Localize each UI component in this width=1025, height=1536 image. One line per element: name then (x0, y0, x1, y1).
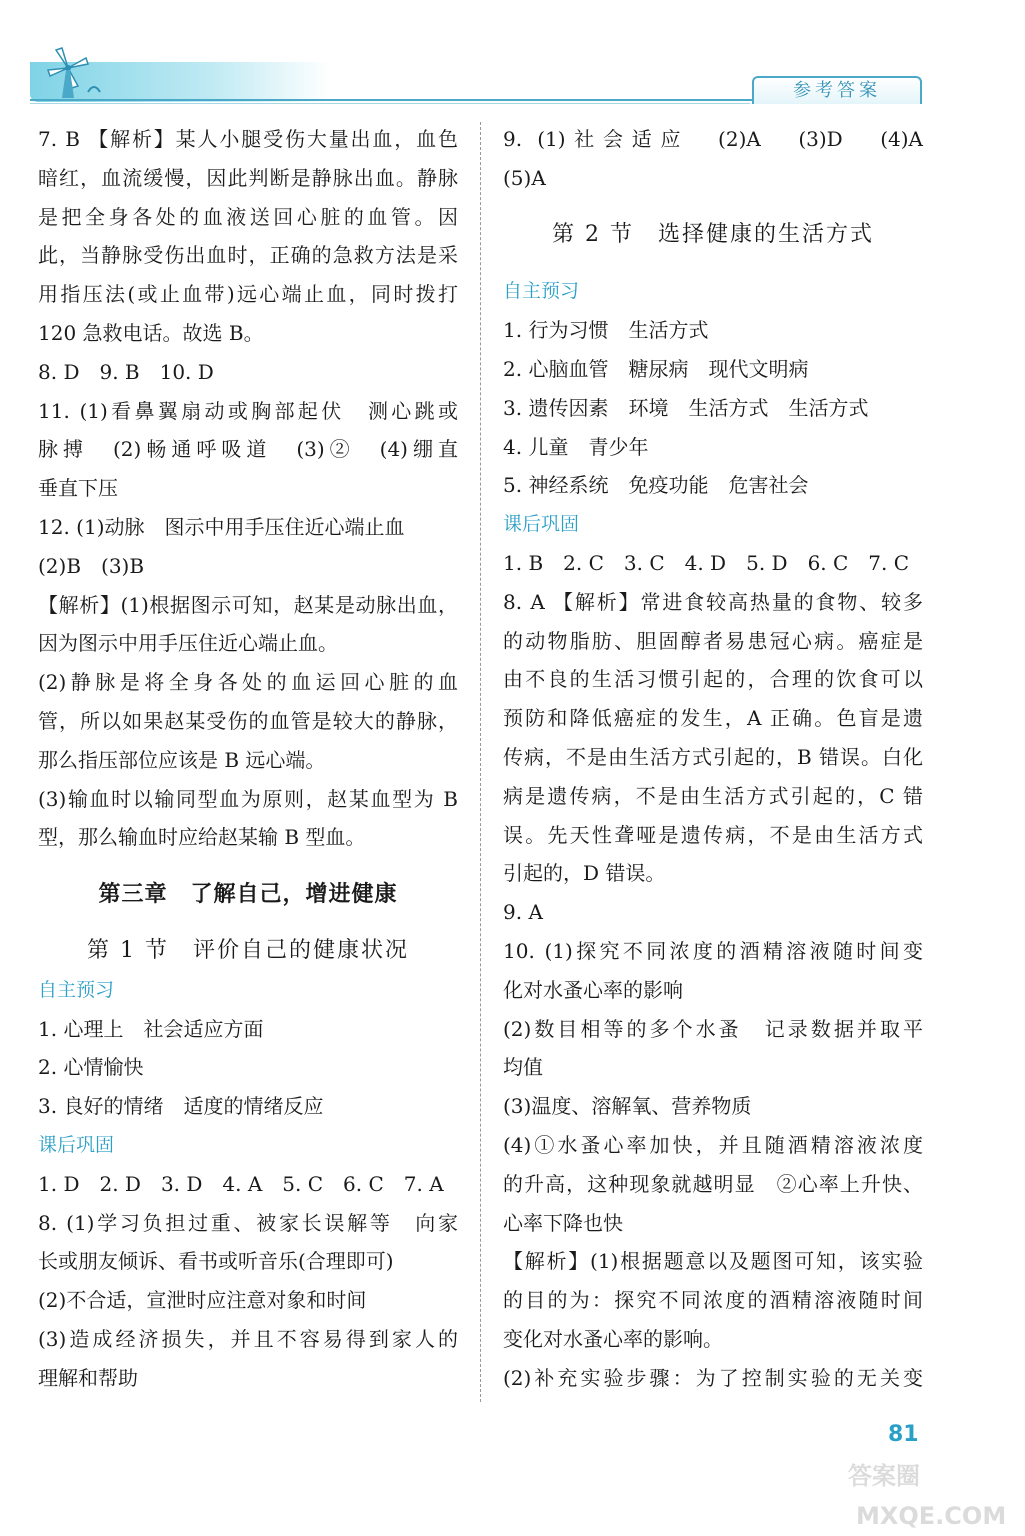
text-line: 误。先天性聋哑是遗传病，不是由生活方式 (503, 822, 923, 847)
chapter-heading: 第三章 了解自己，增进健康 (98, 881, 398, 908)
text-line: 【解析】(1)根据题意以及题图可知，该实验 (503, 1249, 923, 1274)
watermark-line2: MXQE.COM (856, 1502, 1007, 1530)
text-line: 8. A 【解析】常进食较高热量的食物、较多 (503, 589, 923, 614)
text-line: 化对水蚤心率的影响 (503, 977, 683, 1002)
page-header (0, 0, 1025, 110)
watermark-line1: 答案圈 (848, 1462, 920, 1490)
text-line: 1. 行为习惯 生活方式 (503, 318, 709, 343)
text-line: 8. (1)学习负担过重、被家长误解等 向家 (38, 1210, 458, 1235)
text-line: 12. (1)动脉 图示中用手压住近心端止血 (38, 514, 405, 539)
sec-heading: 课后巩固 (38, 1133, 115, 1156)
text-line: (2)B (3)B (38, 553, 145, 578)
text-line: 8. D 9. B 10. D (38, 359, 214, 384)
text-line: 此，当静脉受伤出血时，正确的急救方法是采 (38, 243, 458, 268)
text-line: 【解析】(1)根据图示可知，赵某是动脉出血， (38, 592, 458, 617)
text-line: 的目的为：探究不同浓度的酒精溶液随时间 (503, 1288, 923, 1313)
sec-heading: 自主预习 (503, 280, 580, 303)
text-line: (3)输血时以输同型血为原则，赵某血型为 B (38, 786, 458, 811)
text-line: (3)造成经济损失，并且不容易得到家人的 (38, 1326, 458, 1351)
section-heading: 第 2 节 选择健康的生活方式 (552, 221, 874, 247)
text-line: 2. 心情愉快 (38, 1055, 144, 1080)
text-line: 2. 心脑血管 糖尿病 现代文明病 (503, 356, 809, 381)
text-line: 的动物脂肪、胆固醇者易患冠心病。癌症是 (503, 628, 923, 653)
spacer (503, 254, 923, 272)
text-line: 预防和降低癌症的发生，A 正确。色盲是遗 (503, 706, 923, 731)
text-line: 长或朋友倾诉、看书或听音乐(合理即可) (38, 1249, 394, 1274)
page-number: 81 (888, 1422, 919, 1447)
text-line: 10. (1)探究不同浓度的酒精溶液随时间变 (503, 938, 923, 963)
text-line: 是把全身各处的血液送回心脏的血管。因 (38, 204, 458, 229)
text-line: 引起的，D 错误。 (503, 861, 666, 886)
text-line: (5)A (503, 165, 546, 190)
text-line: 的升高，这种现象就越明显 ②心率上升快、 (503, 1171, 923, 1196)
text-line: 传病，不是由生活方式引起的，B 错误。白化 (503, 744, 923, 769)
text-line: 1. D 2. D 3. D 4. A 5. C 6. C 7. A (38, 1171, 444, 1196)
spacer (38, 857, 458, 875)
text-line: 120 急救电话。故选 B。 (38, 320, 264, 345)
header-tab: 参考答案 (752, 76, 922, 104)
text-line: 管，所以如果赵某受伤的血管是较大的静脉， (38, 708, 458, 733)
text-line: (2)数目相等的多个水蚤 记录数据并取平 (503, 1016, 923, 1041)
text-line: 垂直下压 (38, 476, 118, 501)
text-line: 因为图示中用手压住近心端止血。 (38, 631, 338, 656)
text-line: 理解和帮助 (38, 1365, 138, 1390)
text-line: 变化对水蚤心率的影响。 (503, 1326, 723, 1351)
text-line: 9. (1)社会适应 (2)A (3)D (4)A (503, 127, 923, 151)
header-rule-thin (30, 103, 750, 104)
text-line: 4. 儿童 青少年 (503, 434, 649, 459)
sec-heading: 自主预习 (38, 978, 115, 1001)
text-line: 由不良的生活习惯引起的，合理的饮食可以 (503, 667, 923, 692)
left-column (38, 120, 458, 1398)
section-heading: 第 1 节 评价自己的健康状况 (87, 937, 409, 963)
text-line: 均值 (503, 1055, 543, 1080)
text-line: 5. 神经系统 免疫功能 危害社会 (503, 473, 809, 498)
text-line: 3. 良好的情绪 适度的情绪反应 (38, 1094, 324, 1119)
text-line: 9. A (503, 900, 543, 925)
text-line: 用指压法(或止血带)远心端止血，同时拨打 (38, 282, 458, 307)
text-line: 心率下降也快 (503, 1210, 623, 1235)
text-line: (4)①水蚤心率加快，并且随酒精溶液浓度 (503, 1132, 923, 1157)
sec-heading: 课后巩固 (503, 513, 580, 536)
text-line: 11. (1)看鼻翼扇动或胸部起伏 测心跳或 (38, 398, 458, 423)
watermark-logo (838, 1448, 1018, 1534)
text-line: 型，那么输血时应给赵某输 B 型血。 (38, 825, 366, 850)
text-line: 病是遗传病，不是由生活方式引起的，C 错 (503, 783, 923, 808)
windmill-icon (38, 40, 108, 100)
right-column (503, 120, 923, 1398)
text-line: (2)补充实验步骤：为了控制实验的无关变 (503, 1365, 923, 1390)
column-divider (480, 122, 482, 1402)
text-line: 1. B 2. C 3. C 4. D 5. D 6. C 7. C (503, 550, 910, 575)
text-line: 脉搏 (2)畅通呼吸道 (3)② (4)绷直 (38, 437, 458, 462)
spacer (38, 914, 458, 932)
text-line: (2)静脉是将全身各处的血运回心脏的血 (38, 670, 458, 695)
text-line: 7. B 【解析】某人小腿受伤大量出血，血色 (38, 127, 458, 151)
text-line: 3. 遗传因素 环境 生活方式 生活方式 (503, 395, 869, 420)
text-line: (3)温度、溶解氧、营养物质 (503, 1094, 752, 1119)
text-line: (2)不合适，宣泄时应注意对象和时间 (38, 1288, 367, 1313)
text-line: 那么指压部位应该是 B 远心端。 (38, 747, 326, 772)
text-line: 暗红，血流缓慢，因此判断是静脉出血。静脉 (38, 165, 458, 190)
text-line: 1. 心理上 社会适应方面 (38, 1016, 264, 1041)
spacer (503, 198, 923, 216)
